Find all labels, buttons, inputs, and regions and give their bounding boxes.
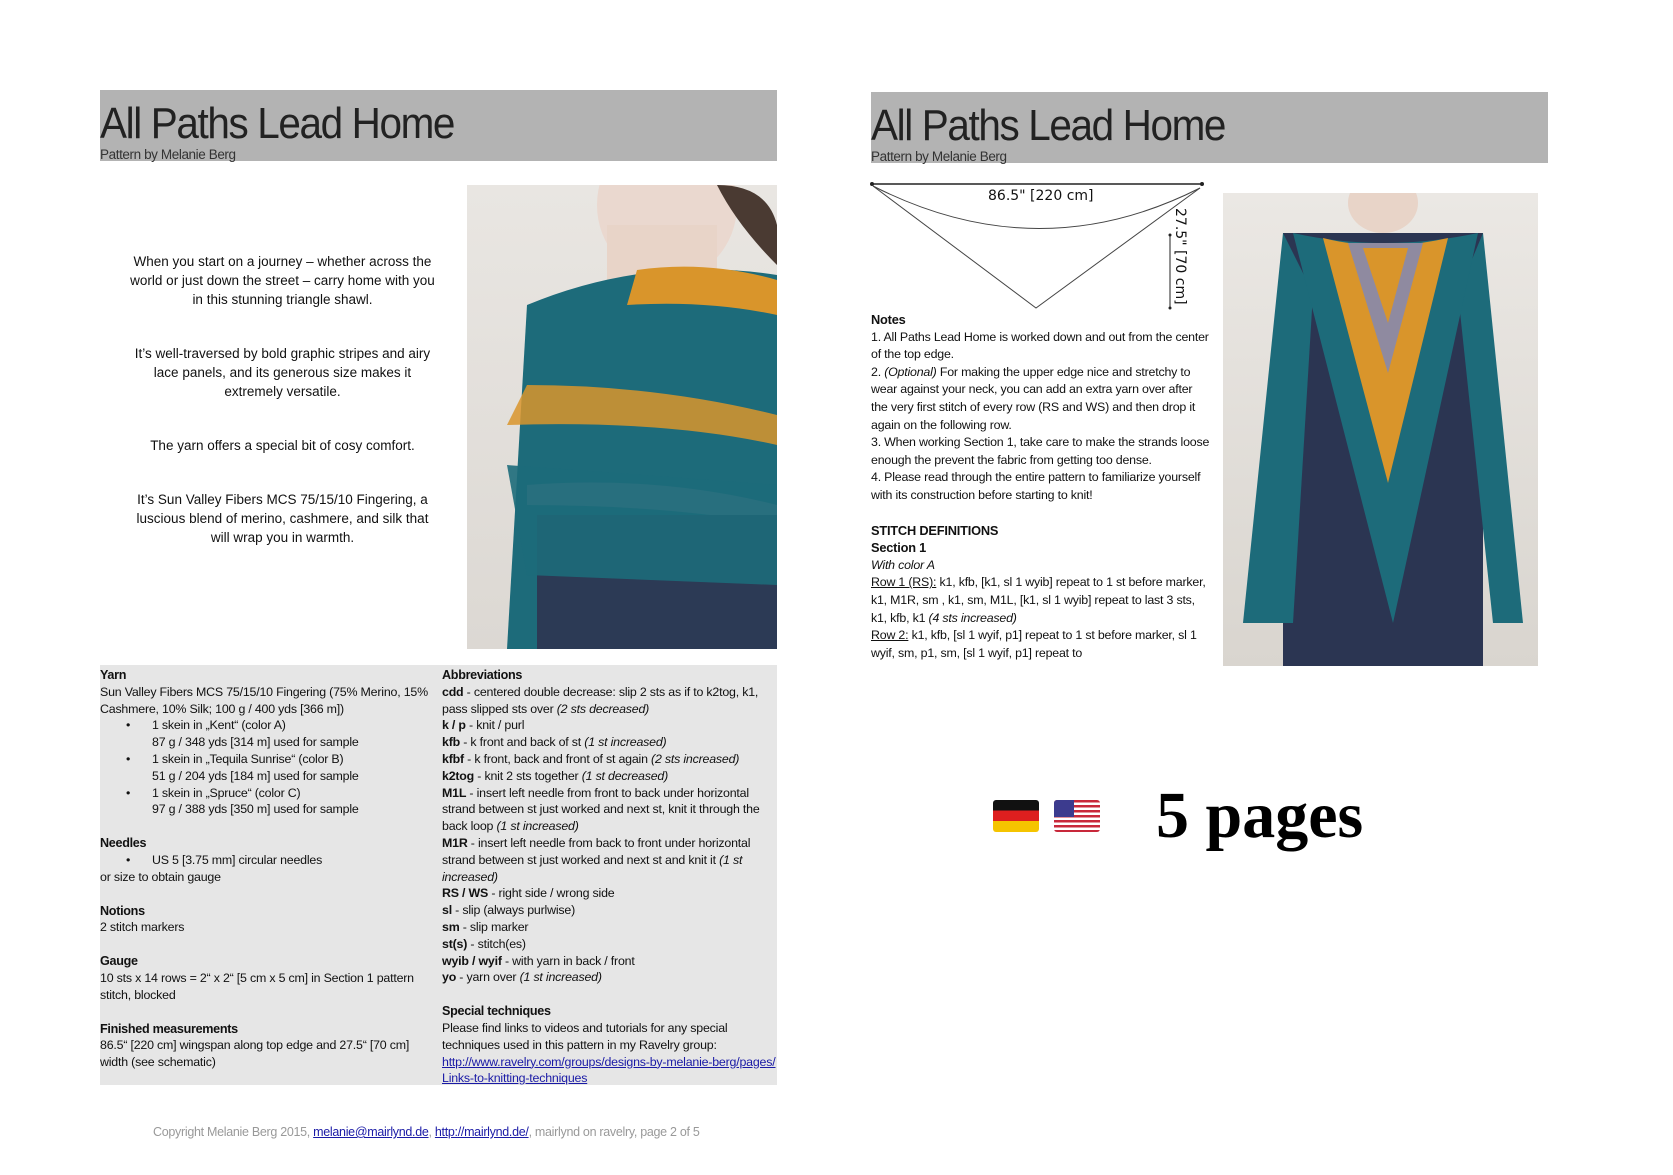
- email-link[interactable]: melanie@mairlynd.de: [313, 1125, 429, 1139]
- footer-copyright: Copyright Melanie Berg 2015,: [153, 1125, 314, 1139]
- abbreviation-definition: - right side / wrong side: [488, 886, 615, 901]
- abbreviation-definition: - centered double decrease: slip 2 sts as if to k2tog, k1, pass slipped sts over: [442, 684, 759, 716]
- yarn-usage: 97 g / 388 yds [350 m] used for sample: [152, 802, 359, 817]
- row-1: [871, 574, 1211, 627]
- abbreviation-note: (1 st decreased): [581, 768, 669, 783]
- abbreviation-definition: - knit / purl: [465, 718, 525, 733]
- abbreviation-note: (1 st increased): [496, 819, 579, 834]
- abbreviation-note: (1 st increased): [519, 970, 602, 985]
- abbreviation-item: [442, 684, 777, 718]
- depth-label: 27.5" [70 cm]: [1172, 208, 1188, 305]
- abbreviation-item: [442, 734, 777, 751]
- notes-heading: Notes: [871, 312, 906, 327]
- abbreviation-item: [442, 751, 777, 768]
- intro-paragraph: It’s well-traversed by bold graphic stripes and airy lace panels, and its generous size makes it extremely versatile.: [134, 346, 431, 399]
- shawl-photo-full: [1223, 193, 1538, 666]
- row-2: [871, 627, 1211, 662]
- abbreviation-item: [442, 717, 777, 734]
- abbreviation-definition: - with yarn in back / front: [501, 953, 635, 968]
- needles-heading: Needles: [100, 836, 147, 851]
- german-flag-icon: [993, 800, 1039, 832]
- intro-text: [130, 252, 435, 582]
- page-subtitle: Pattern by Melanie Berg: [100, 147, 236, 162]
- us-flag-icon: [1054, 800, 1100, 832]
- abbreviations-column: [442, 667, 777, 1087]
- abbreviation-note: (1 st increased): [442, 852, 743, 884]
- notes-section: [871, 311, 1211, 677]
- abbreviation-term: RS / WS: [442, 886, 489, 901]
- page-title: All Paths Lead Home: [100, 99, 455, 148]
- abbreviation-item: [442, 835, 777, 885]
- note-item: 4. Please read through the entire pattern to familiarize yourself with its construction before starting to knit!: [871, 470, 1201, 502]
- row-note: (4 sts increased): [928, 610, 1017, 625]
- website-link[interactable]: http://mairlynd.de/: [434, 1125, 529, 1139]
- right-page-header: [871, 92, 1548, 163]
- abbreviation-definition: - slip (always purlwise): [451, 903, 576, 918]
- special-techniques-heading: Special techniques: [442, 1004, 551, 1019]
- stitch-definitions-heading: STITCH DEFINITIONS: [871, 522, 999, 538]
- shawl-photo-closeup: [467, 185, 777, 649]
- yarn-heading: Yarn: [100, 668, 127, 682]
- page-count-label: 5 pages: [1156, 779, 1364, 852]
- note-item: 1. All Paths Lead Home is worked down and out from the center of the top edge.: [871, 329, 1209, 362]
- finished-text: 86.5“ [220 cm] wingspan along top edge and 27.5“ [70 cm] width (see schematic): [100, 1038, 410, 1070]
- abbreviation-term: M1L: [442, 785, 467, 800]
- abbreviation-note: (2 sts decreased): [556, 701, 650, 716]
- yarn-item: • 1 skein in „Tequila Sunrise“ (color B): [100, 751, 430, 768]
- abbreviation-definition: - knit 2 sts together: [474, 768, 582, 783]
- page-title: All Paths Lead Home: [871, 101, 1226, 150]
- note-text: For making the upper edge nice and stretchy to wear against your neck, you can add an extra yarn over after the very first stitch of every row (RS and WS) and then drop it again on the following row.: [871, 364, 1196, 432]
- abbreviation-definition: - insert left needle from back to front under horizontal strand between st just worked and next st and knit it: [442, 835, 751, 867]
- abbreviation-note: (2 sts increased): [651, 751, 740, 766]
- needles-note: or size to obtain gauge: [100, 869, 221, 884]
- abbreviation-term: cdd: [442, 684, 464, 699]
- note-item: 3. When working Section 1, take care to make the strands loose enough the prevent the fabric from getting too dense.: [871, 435, 1210, 467]
- row-text: k1, kfb, [k1, sl 1 wyib] repeat to 1 st before marker, k1, M1R, sm , k1, sm, M1L, [k1, sl 1 wyib] repeat to last 3 sts, k1, kfb, k1: [871, 575, 1206, 625]
- abbreviation-term: yo: [442, 970, 457, 985]
- gauge-text: 10 sts x 14 rows = 2“ x 2“ [5 cm x 5 cm] in Section 1 pattern stitch, blocked: [100, 970, 414, 1002]
- abbreviation-definition: - yarn over: [456, 970, 520, 985]
- yarn-item: • 1 skein in „Kent“ (color A): [100, 717, 430, 734]
- abbreviation-term: sm: [442, 919, 460, 934]
- abbreviation-term: kfb: [442, 735, 460, 750]
- abbreviation-item: [442, 785, 777, 835]
- intro-paragraph: It’s Sun Valley Fibers MCS 75/15/10 Fingering, a luscious blend of merino, cashmere, and silk that will wrap you in warmth.: [136, 492, 429, 545]
- abbreviation-definition: - slip marker: [459, 919, 529, 934]
- intro-paragraph: The yarn offers a special bit of cosy comfort.: [150, 438, 415, 453]
- abbreviation-definition: - k front and back of st: [460, 735, 585, 750]
- abbreviation-definition: - stitch(es): [467, 936, 526, 951]
- special-techniques-text: Please find links to videos and tutorials for any special techniques used in this pattern in my Ravelry group:: [442, 1020, 728, 1052]
- row-text: k1, kfb, [sl 1 wyif, p1] repeat to 1 st before marker, sl 1 wyif, sm, p1, sm, [sl 1 wyif, p1] repeat to: [871, 628, 1197, 660]
- abbreviation-definition: - insert left needle from front to back under horizontal strand between st just worked and next st, knit it through the back loop: [442, 785, 760, 834]
- notions-heading: Notions: [100, 903, 145, 918]
- footer-page-info: , mairlynd on ravelry, page 2 of 5: [528, 1125, 700, 1139]
- intro-paragraph: When you start on a journey – whether across the world or just down the street – carry home with you in this stunning triangle shawl.: [130, 254, 435, 307]
- row-label: Row 2:: [871, 628, 909, 643]
- page-subtitle: Pattern by Melanie Berg: [871, 149, 1007, 164]
- note-item: [871, 364, 1211, 434]
- abbreviation-term: k / p: [442, 718, 466, 733]
- ravelry-link[interactable]: http://www.ravelry.com/groups/designs-by-melanie-berg/pages/Links-to-knitting-techniques: [442, 1054, 776, 1086]
- yarn-description: Sun Valley Fibers MCS 75/15/10 Fingering (75% Merino, 15% Cashmere, 10% Silk; 100 g / 400 yds [366 m]): [100, 684, 428, 716]
- abbreviation-definition: - k front, back and front of st again: [463, 751, 652, 766]
- yarn-item: • 1 skein in „Spruce“ (color C): [100, 785, 430, 802]
- abbreviation-term: st(s): [442, 936, 468, 951]
- abbreviation-item: [442, 953, 777, 970]
- note-number: 2.: [871, 364, 885, 379]
- left-page-header: [100, 90, 777, 161]
- abbreviation-item: [442, 919, 777, 936]
- materials-column: [100, 667, 430, 1088]
- notions-text: 2 stitch markers: [100, 920, 185, 935]
- width-label: 86.5" [220 cm]: [988, 188, 1094, 204]
- color-note: With color A: [871, 557, 935, 572]
- footer-separator: ,: [428, 1125, 435, 1139]
- abbreviation-term: sl: [442, 903, 452, 918]
- yarn-usage: 51 g / 204 yds [184 m] used for sample: [152, 768, 359, 783]
- abbreviation-term: k2tog: [442, 768, 475, 783]
- optional-label: (Optional): [884, 364, 937, 379]
- gauge-heading: Gauge: [100, 954, 138, 969]
- abbreviation-term: kfbf: [442, 751, 464, 766]
- abbreviation-term: M1R: [442, 835, 468, 850]
- row-label: Row 1 (RS):: [871, 575, 937, 590]
- abbreviation-item: [442, 969, 777, 986]
- abbreviation-item: [442, 885, 777, 902]
- finished-heading: Finished measurements: [100, 1021, 238, 1036]
- abbreviation-note: (1 st increased): [584, 735, 667, 750]
- abbreviation-item: [442, 936, 777, 953]
- abbreviation-item: [442, 902, 777, 919]
- abbreviations-heading: Abbreviations: [442, 668, 523, 682]
- yarn-usage: 87 g / 348 yds [314 m] used for sample: [152, 735, 359, 750]
- section-heading: Section 1: [871, 540, 927, 556]
- shawl-schematic: [868, 180, 1208, 312]
- needles-item: • US 5 [3.75 mm] circular needles: [100, 852, 430, 869]
- footer: [153, 1125, 699, 1139]
- abbreviations-list: [442, 684, 777, 986]
- abbreviation-term: wyib / wyif: [442, 953, 502, 968]
- abbreviation-item: [442, 768, 777, 785]
